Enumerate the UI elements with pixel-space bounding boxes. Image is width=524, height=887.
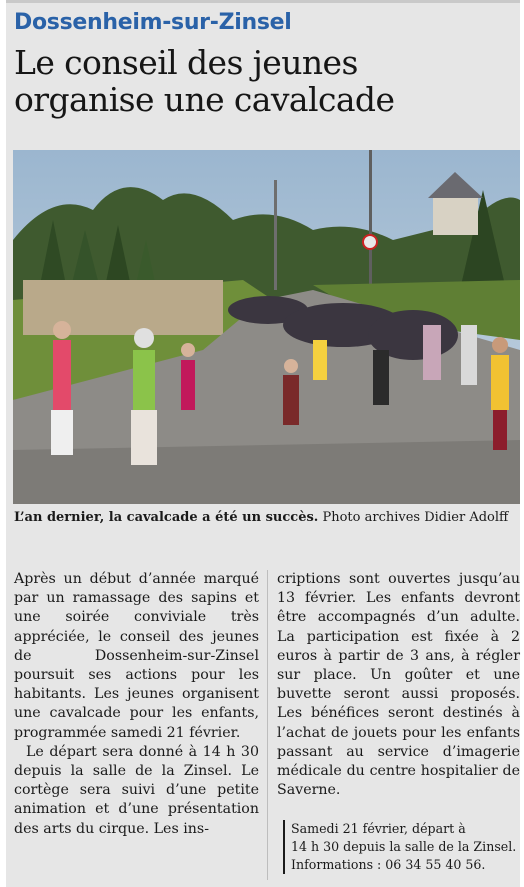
column-divider xyxy=(267,570,268,880)
article-photo xyxy=(13,150,520,504)
article xyxy=(6,0,520,887)
body-column-left xyxy=(14,570,259,839)
body-paragraph-3: criptions sont ouvertes jusqu’au 13 février. Les enfants devront être accompagnés d’un adulte. La participation est fixée à 2 euros à partir de 3 ans, à régler sur place. Un goûter et une buvette seront aussi proposés. Les bénéfices seront destinés à l’achat de jouets pour les enfants passant au service d’imagerie médicale du centre hospitalier de Saverne. xyxy=(277,571,520,799)
headline xyxy=(14,44,514,118)
body-column-right xyxy=(277,570,520,800)
top-rule xyxy=(6,0,520,3)
headline-line-2: organise une cavalcade xyxy=(14,80,395,119)
caption-credit: Photo archives Didier Adolff xyxy=(322,510,509,525)
body-paragraph-1: Après un début d’année marqué par un ramassage des sapins et une soirée conviviale très appréciée, le conseil des jeunes de Dossenheim-sur-Zinsel poursuit ses actions pour les habitants. Les jeunes organisent une cavalcade pour les enfants, programmée samedi 21 février. xyxy=(14,571,259,741)
headline-line-1: Le conseil des jeunes xyxy=(14,43,358,82)
info-line-1: Samedi 21 février, départ à xyxy=(291,821,466,836)
info-box xyxy=(283,820,524,874)
body-paragraph-2: Le départ sera donné à 14 h 30 depuis la salle de la Zinsel. Le cortège sera suivi d’une petite animation et d’une présentation des arts du cirque. Les ins- xyxy=(14,743,259,837)
info-line-2: 14 h 30 depuis la salle de la Zinsel. xyxy=(291,839,517,854)
info-line-3: Informations : 06 34 55 40 56. xyxy=(291,857,486,872)
caption-bold: L’an dernier, la cavalcade a été un succès. xyxy=(14,510,319,525)
parade-photo-illustration xyxy=(13,150,520,504)
location-kicker: Dossenheim-sur-Zinsel xyxy=(14,10,292,35)
photo-caption xyxy=(14,509,519,526)
